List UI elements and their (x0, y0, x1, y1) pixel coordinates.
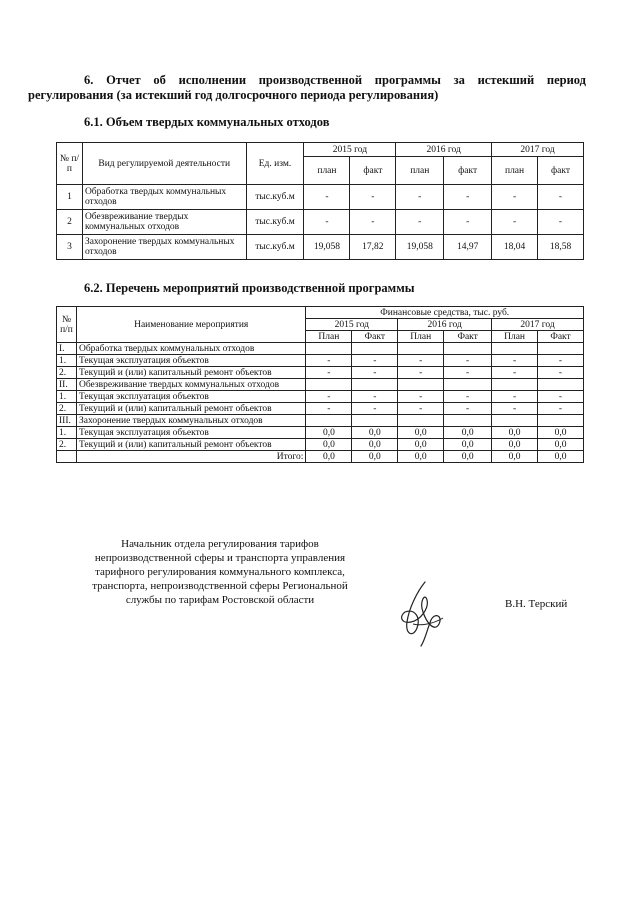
col-unit-header: Ед. изм. (246, 143, 304, 185)
cell-value: 0,0 (492, 427, 538, 439)
plan-header: План (306, 331, 352, 343)
cell-value: 0,0 (538, 439, 584, 451)
row-name: Текущая эксплуатация объектов (76, 355, 305, 367)
cell-value (538, 379, 584, 391)
cell-value: - (444, 355, 492, 367)
cell-value: 19,058 (396, 235, 444, 260)
col-name-header: Наименование мероприятия (76, 307, 305, 343)
row-num: 1 (57, 185, 83, 210)
cell-value: - (398, 391, 444, 403)
cell-value: - (398, 367, 444, 379)
row-num: 2 (57, 210, 83, 235)
total-value: 0,0 (538, 451, 584, 463)
row-name: Текущая эксплуатация объектов (76, 427, 305, 439)
cell-value: - (538, 391, 584, 403)
cell-value: - (538, 367, 584, 379)
cell-value: - (350, 185, 396, 210)
total-value: 0,0 (306, 451, 352, 463)
position-line: тарифного регулирования коммунального комплекса, (95, 566, 345, 578)
cell-value: 0,0 (398, 427, 444, 439)
cell-value: 0,0 (352, 439, 398, 451)
row-num: III. (57, 415, 77, 427)
row-unit: тыс.куб.м (246, 210, 304, 235)
cell-value (352, 379, 398, 391)
col-num-header: № п/п (57, 307, 77, 343)
year-header-2017: 2017 год (492, 319, 584, 331)
cell-value: 19,058 (304, 235, 350, 260)
cell-value (306, 343, 352, 355)
table-row (57, 439, 584, 451)
table-row (57, 355, 584, 367)
plan-header: план (492, 157, 538, 185)
fact-header: Факт (352, 331, 398, 343)
cell-value: - (352, 403, 398, 415)
cell-value: - (492, 403, 538, 415)
row-num: 2. (57, 403, 77, 415)
year-header-2016: 2016 год (398, 319, 492, 331)
handwritten-signature (395, 578, 455, 650)
activities-rows (57, 343, 584, 451)
year-header-2017: 2017 год (492, 143, 584, 157)
cell-value: - (444, 391, 492, 403)
cell-value (398, 415, 444, 427)
plan-header: план (396, 157, 444, 185)
cell-value: 0,0 (538, 427, 584, 439)
row-name: Обезвреживание твердых коммунальных отходов (76, 379, 305, 391)
cell-value: 0,0 (492, 439, 538, 451)
col-activity-header: Вид регулируемой деятельности (82, 143, 246, 185)
row-name: Обработка твердых коммунальных отходов (82, 185, 246, 210)
cell-value: - (444, 367, 492, 379)
cell-value: - (538, 210, 584, 235)
activities-table (56, 306, 584, 463)
cell-value (306, 379, 352, 391)
cell-value: - (352, 355, 398, 367)
section-6-heading (28, 73, 586, 103)
row-num: 1. (57, 355, 77, 367)
total-num-cell (57, 451, 77, 463)
cell-value: - (492, 367, 538, 379)
row-name: Обработка твердых коммунальных отходов (76, 343, 305, 355)
cell-value: - (352, 391, 398, 403)
finance-header: Финансовые средства, тыс. руб. (306, 307, 584, 319)
cell-value (352, 343, 398, 355)
fact-header: факт (538, 157, 584, 185)
position-line: транспорта, непроизводственной сферы Региональной (92, 580, 348, 592)
table-row (57, 185, 584, 210)
cell-value: - (538, 355, 584, 367)
signatory-position (60, 537, 380, 607)
total-value: 0,0 (492, 451, 538, 463)
row-name: Обезвреживание твердых коммунальных отходов (82, 210, 246, 235)
cell-value: - (492, 391, 538, 403)
cell-value: - (492, 210, 538, 235)
fact-header: факт (444, 157, 492, 185)
cell-value (398, 343, 444, 355)
table-row (57, 367, 584, 379)
row-name: Текущий и (или) капитальный ремонт объектов (76, 403, 305, 415)
year-header-2015: 2015 год (304, 143, 396, 157)
row-num: 1. (57, 391, 77, 403)
table-row (57, 403, 584, 415)
row-name: Текущий и (или) капитальный ремонт объектов (76, 439, 305, 451)
row-num: 1. (57, 427, 77, 439)
row-name: Захоронение твердых коммунальных отходов (76, 415, 305, 427)
section-6-1-title: 6.1. Объем твердых коммунальных отходов (84, 115, 330, 129)
table-row (57, 427, 584, 439)
cell-value: 14,97 (444, 235, 492, 260)
cell-value: - (492, 355, 538, 367)
cell-value: - (538, 403, 584, 415)
row-num: 2. (57, 439, 77, 451)
row-unit: тыс.куб.м (246, 185, 304, 210)
cell-value (306, 415, 352, 427)
cell-value (398, 379, 444, 391)
total-label: Итого: (76, 451, 305, 463)
row-num: I. (57, 343, 77, 355)
row-num: II. (57, 379, 77, 391)
year-header-2015: 2015 год (306, 319, 398, 331)
row-name: Текущий и (или) капитальный ремонт объектов (76, 367, 305, 379)
cell-value: - (306, 391, 352, 403)
cell-value: - (350, 210, 396, 235)
position-line: Начальник отдела регулирования тарифов (121, 538, 319, 550)
year-header-2016: 2016 год (396, 143, 492, 157)
cell-value: - (444, 185, 492, 210)
cell-value: - (492, 185, 538, 210)
cell-value: - (444, 210, 492, 235)
cell-value: - (304, 185, 350, 210)
cell-value: - (398, 403, 444, 415)
fact-header: Факт (538, 331, 584, 343)
section-6-title-line1: 6. Отчет об исполнении производственной программы за истекший период (84, 73, 586, 87)
row-unit: тыс.куб.м (246, 235, 304, 260)
table-row (57, 379, 584, 391)
row-name: Захоронение твердых коммунальных отходов (82, 235, 246, 260)
total-value: 0,0 (352, 451, 398, 463)
table-row (57, 391, 584, 403)
table-row (57, 210, 584, 235)
cell-value: 0,0 (306, 439, 352, 451)
cell-value (444, 379, 492, 391)
cell-value: - (304, 210, 350, 235)
position-line: службы по тарифам Ростовской области (125, 594, 315, 606)
cell-value: - (306, 355, 352, 367)
cell-value (444, 343, 492, 355)
cell-value (492, 379, 538, 391)
cell-value: - (538, 185, 584, 210)
plan-header: План (398, 331, 444, 343)
cell-value: 0,0 (444, 427, 492, 439)
cell-value (444, 415, 492, 427)
row-num: 2. (57, 367, 77, 379)
cell-value: - (396, 185, 444, 210)
table-row (57, 415, 584, 427)
cell-value: 18,04 (492, 235, 538, 260)
row-num: 3 (57, 235, 83, 260)
cell-value: 0,0 (352, 427, 398, 439)
cell-value (352, 415, 398, 427)
signatory-name: В.Н. Терский (505, 598, 568, 610)
waste-volume-table (56, 142, 584, 260)
row-name: Текущая эксплуатация объектов (76, 391, 305, 403)
total-value: 0,0 (398, 451, 444, 463)
table-row (57, 235, 584, 260)
position-line: непроизводственной сферы и транспорта управления (94, 552, 346, 564)
cell-value: 0,0 (306, 427, 352, 439)
cell-value: 18,58 (538, 235, 584, 260)
cell-value: - (444, 403, 492, 415)
cell-value: - (398, 355, 444, 367)
total-row (57, 451, 584, 463)
cell-value: 0,0 (444, 439, 492, 451)
fact-header: факт (350, 157, 396, 185)
cell-value (492, 343, 538, 355)
cell-value (492, 415, 538, 427)
cell-value (538, 343, 584, 355)
table-row (57, 343, 584, 355)
cell-value: 0,0 (398, 439, 444, 451)
col-num-header: № п/п (57, 143, 83, 185)
section-6-2-title: 6.2. Перечень мероприятий производственной программы (84, 281, 415, 295)
cell-value: 17,82 (350, 235, 396, 260)
cell-value: - (306, 367, 352, 379)
total-value: 0,0 (444, 451, 492, 463)
plan-header: План (492, 331, 538, 343)
cell-value: - (396, 210, 444, 235)
cell-value: - (306, 403, 352, 415)
plan-header: план (304, 157, 350, 185)
section-6-title-line2: регулирования (за истекший год долгосрочного периода регулирования) (28, 88, 439, 102)
fact-header: Факт (444, 331, 492, 343)
cell-value: - (352, 367, 398, 379)
cell-value (538, 415, 584, 427)
